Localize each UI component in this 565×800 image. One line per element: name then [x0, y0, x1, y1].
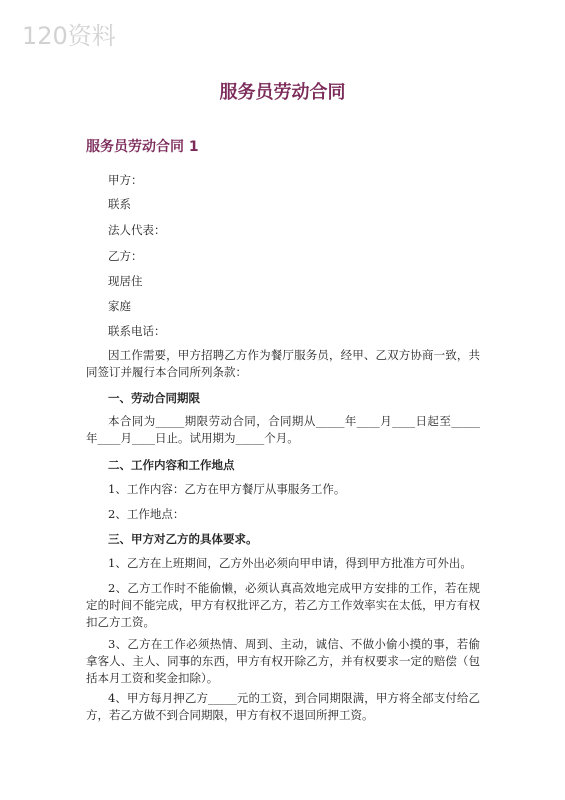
clause1-heading: 一、劳动合同期限 [108, 391, 200, 405]
clause1-text: 本合同为_____期限劳动合同，合同期从_____年____月____日起至_____年____月____日止。试用期为_____个月。 [86, 414, 480, 445]
party-b-label: 乙方： [108, 249, 143, 263]
clause3-item1: 1、乙方在上班期间，乙方外出必须向甲申请，得到甲方批准方可外出。 [108, 556, 472, 570]
contact-label: 联系 [108, 197, 131, 211]
clause2-item1: 1、工作内容：乙方在甲方餐厅从事服务工作。 [108, 482, 346, 496]
document-title: 服务员劳动合同 [219, 82, 346, 103]
clause2-item2: 2、工作地点： [108, 507, 185, 521]
family-label: 家庭 [108, 299, 131, 313]
clause3-item2: 2、乙方工作时不能偷懒，必须认真高效地完成甲方安排的工作，若在规定的时间不能完成，甲方有权批评乙方，若乙方工作效率实在太低，甲方有权扣乙方工资。 [86, 581, 480, 629]
clause2-heading: 二、工作内容和工作地点 [108, 458, 235, 472]
legal-rep-label: 法人代表： [108, 223, 166, 237]
intro-paragraph: 因工作需要，甲方招聘乙方作为餐厅服务员，经甲、乙双方协商一致，共同签订并履行本合同所列条款： [86, 348, 480, 379]
clause3-item4: 4、甲方每月押乙方_____元的工资，到合同期限满，甲方将全部支付给乙方，若乙方做不到合同期限，甲方有权不退回所押工资。 [86, 691, 480, 722]
clause3-heading: 三、甲方对乙方的具体要求。 [108, 532, 258, 546]
phone-label: 联系电话： [108, 324, 166, 338]
clause3-item3: 3、乙方在工作必须热情、周到、主动，诚信、不做小偷小摸的事，若偷拿客人、主人、同事的东西，甲方有权开除乙方，并有权要求一定的赔偿（包括本月工资和奖金扣除）。 [86, 637, 480, 685]
section-title: 服务员劳动合同 1 [86, 139, 199, 155]
watermark: 120资料 [22, 22, 116, 50]
address-label: 现居住 [108, 274, 143, 288]
party-a-label: 甲方： [108, 173, 143, 187]
